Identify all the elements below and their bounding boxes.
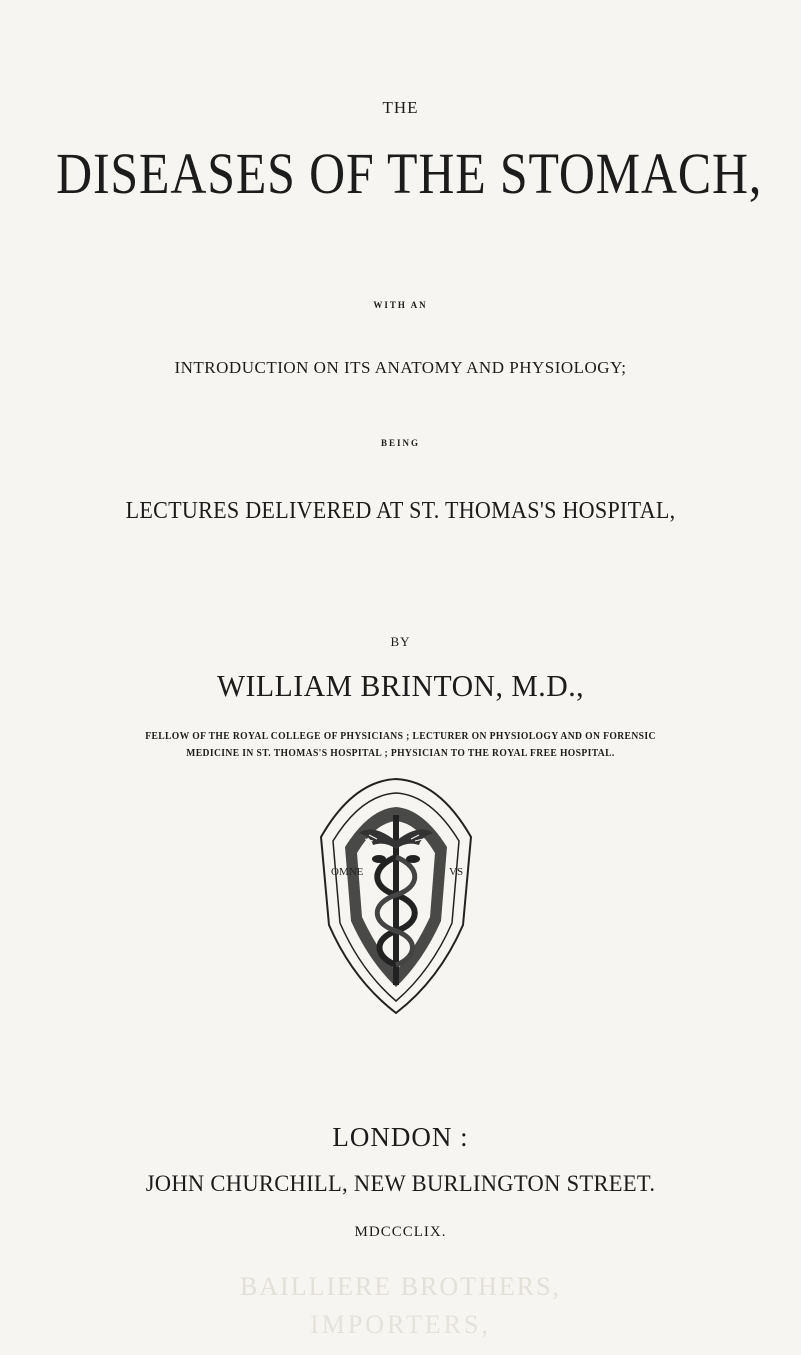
- motto-left: OMNE: [331, 866, 364, 878]
- pre-title: THE: [382, 98, 419, 117]
- imprint-year: MDCCCLIX.: [354, 1224, 447, 1240]
- imprint-publisher: JOHN CHURCHILL, NEW BURLINGTON STREET.: [145, 1171, 656, 1196]
- author-credentials-line-1: FELLOW OF THE ROYAL COLLEGE OF PHYSICIANS ; LECTURER ON PHYSIOLOGY AND ON FORENSIC: [145, 731, 656, 742]
- lectures-line: LECTURES DELIVERED AT ST. THOMAS'S HOSPITAL,: [125, 498, 676, 524]
- book-title: DISEASES OF THE STOMACH,: [56, 141, 763, 206]
- caduceus-shield-emblem-icon: [313, 775, 479, 1015]
- motto-right: VS: [449, 866, 464, 878]
- by-label: BY: [390, 634, 411, 649]
- with-an-label: WITH AN: [373, 300, 428, 310]
- subtitle: INTRODUCTION ON ITS ANATOMY AND PHYSIOLOGY;: [174, 358, 627, 377]
- being-label: BEING: [380, 438, 420, 448]
- bleed-through-line-2: IMPORTERS,: [310, 1310, 491, 1339]
- author-credentials-line-2: MEDICINE IN ST. THOMAS'S HOSPITAL ; PHYSICIAN TO THE ROYAL FREE HOSPITAL.: [186, 748, 615, 759]
- author-name: WILLIAM BRINTON, M.D.,: [216, 668, 585, 703]
- bleed-through-line-1: BAILLIERE BROTHERS,: [239, 1272, 562, 1301]
- imprint-city: LONDON :: [332, 1122, 469, 1152]
